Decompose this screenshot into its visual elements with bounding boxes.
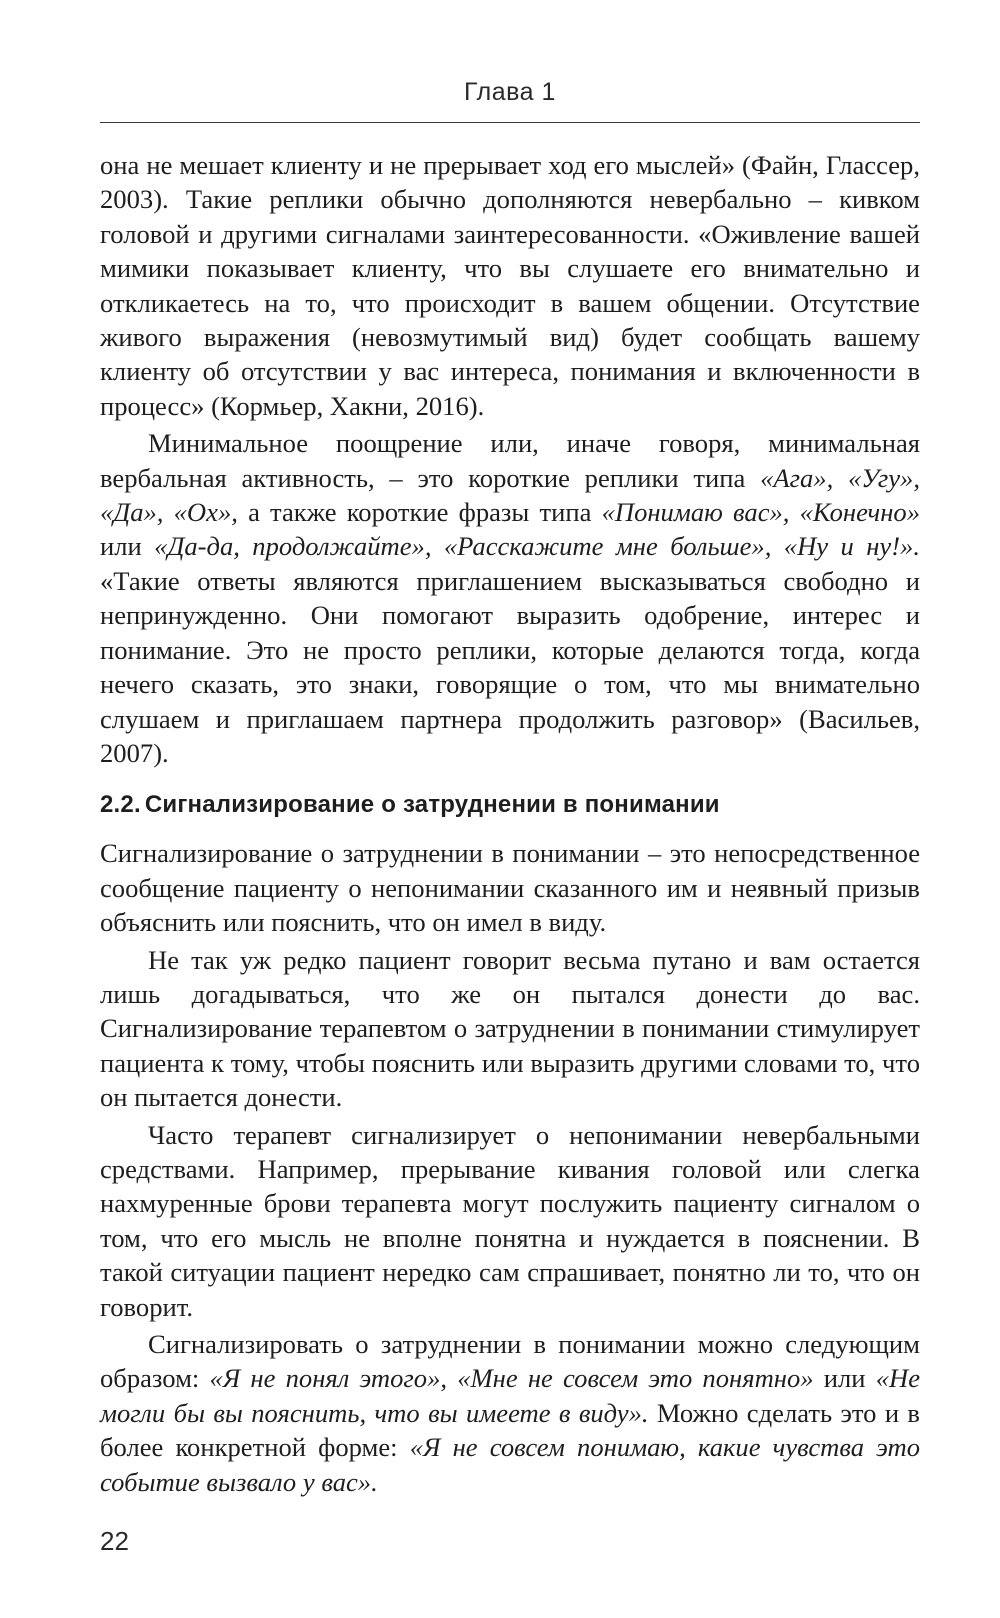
paragraph-1-continuation	[100, 148, 920, 423]
text-run: Не так уж редко пациент говорит весьма путано и вам остается лишь догадываться, что же он пытался донести до вас. Сигнализирование терапевтом о затруднении в понимании стимулирует пациента к тому, чтобы пояснить или выразить другими словами то, что он пытается донести.	[100, 944, 920, 1113]
italic-example: «Не могли бы вы пояснить, что вы имеете в виду».	[100, 1363, 920, 1428]
page-body	[100, 148, 920, 1499]
text-run: Часто терапевт сигнализирует о непонимании невербальными средствами. Например, прерывание кивания головой или слегка нахмуренные брови терапевта могут послужить пациенту сигналом о том, что его мысль не вполне понятна и нуждается в пояснении. В такой ситуации пациент нередко сам спрашивает, понятно ли то, что он говорит.	[100, 1119, 920, 1322]
running-head: Глава 1	[464, 78, 556, 106]
section-number: 2.2.	[100, 791, 141, 819]
text-run: она не мешает клиенту и не прерывает ход его мыслей» (Файн, Глассер, 2003). Такие реплики обычно дополняются невербально – кивком головой и другими сигналами заинтересованности. «Оживление вашей мимики показывает клиенту, что вы слушаете его внимательно и откликаетесь на то, что происходит в вашем общении. Отсутствие живого выражения (невозмутимый вид) будет сообщать вашему клиенту об отсутствии у вас интереса, понимания и включенности в процесс» (Кормьер, Хакни, 2016).	[100, 150, 920, 421]
paragraph-6	[100, 1327, 920, 1499]
paragraph-5	[100, 1118, 920, 1324]
paragraph-4	[100, 943, 920, 1115]
italic-example: «Понимаю вас», «Конечно»	[601, 497, 920, 528]
text-run: а также короткие фразы типа	[237, 497, 602, 528]
paragraph-2	[100, 426, 920, 770]
header-divider	[100, 122, 920, 123]
text-run: Сигнализирование о затруднении в понимании – это непосредственное сообщение пациенту о непонимании сказанного им и неявный призыв объяснить или пояснить, что он имел в виду.	[100, 838, 920, 938]
section-title: Сигнализирование о затруднении в понимании	[144, 791, 720, 819]
italic-example: «Ага», «Угу», «Да», «Ох»,	[100, 462, 920, 528]
page-number: 22	[100, 1526, 129, 1556]
paragraph-3	[100, 836, 920, 939]
text-run: Сигнализировать о затруднении в понимании можно следующим образом:	[100, 1329, 920, 1394]
text-run: Минимальное поощрение или, иначе говоря, минимальная вербальная активность, – это короткие реплики типа	[100, 428, 920, 493]
text-run: Можно сделать это и в более конкретной форме:	[100, 1397, 920, 1463]
italic-example: «Я не совсем понимаю, какие чувства это событие вызвало у вас».	[100, 1432, 921, 1497]
text-run: «Такие ответы являются приглашением высказываться свободно и непринужденно. Они помогают выразить одобрение, интерес и понимание. Это не просто реплики, которые делаются тогда, когда нечего сказать, это знаки, говорящие о том, что мы внимательно слушаем и приглашаем партнера продолжить разговор» (Васильев, 2007).	[100, 565, 920, 768]
italic-example: «Да-да, продолжайте», «Расскажите мне больше», «Ну и ну!».	[154, 531, 920, 562]
text-run: или	[100, 531, 155, 562]
section-heading	[100, 790, 920, 820]
text-run: или	[813, 1363, 876, 1394]
italic-example: «Я не понял этого», «Мне не совсем это понятно»	[209, 1363, 814, 1394]
